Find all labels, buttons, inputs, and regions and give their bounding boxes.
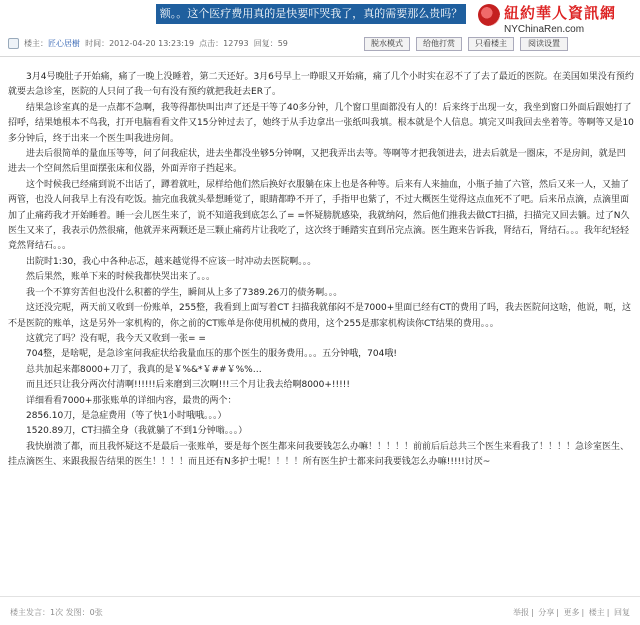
post-paragraph: 这就完了吗？没有呢，我今天又收到一张= = <box>26 333 206 344</box>
post-body <box>8 70 634 471</box>
click-count: 点击：12793 <box>199 39 249 48</box>
page-title: 额。。这个医疗费用真的是快要吓哭我了，真的需要那么贵吗？ <box>156 4 466 24</box>
post-paragraph: 出院时1:30，我心中各种忐忑，越来越觉得不应该一时冲动去医院啊。。。 <box>26 256 317 267</box>
post-footer <box>0 596 640 625</box>
more-link[interactable]: 更多 <box>563 608 580 617</box>
post-meta-text <box>24 38 288 49</box>
post-paragraph: 2856.10刀，是急症费用（等了快1小时哦哦。。。） <box>26 410 227 421</box>
tip-author-button[interactable]: 给他打赏 <box>416 37 462 51</box>
post-time: 时间：2012-04-20 13:23:19 <box>85 39 195 48</box>
dehydrate-mode-button[interactable]: 脱水模式 <box>364 37 410 51</box>
header-divider <box>0 56 640 57</box>
reading-settings-button[interactable]: 阅读设置 <box>520 37 568 51</box>
logo-text-cn: 紐約華人資訊網 <box>504 4 617 22</box>
post-paragraph: 这还没完呢，两天前又收到一份账单，255整，我看到上面写着CT 扫描我就郁闷不是7000+里面已经有CT的费用了吗，我去医院问这啥，他说，呃，这不是医院的账单，这是另外一家机构的，你之前的CT账单是你使用机械的费用，这个255是那家机构读你CT结果的费用。。。 <box>8 303 632 329</box>
share-link[interactable]: 分享 <box>538 608 555 617</box>
floor-label: 楼主 <box>588 608 605 617</box>
post-paragraph: 我一个不算穷苦但也没什么积蓄的学生，瞬间从上多了7389.26刀的债务啊。。。 <box>26 287 343 298</box>
post-paragraph: 我快崩溃了都，而且我怀疑这不是最后一张账单，要是每个医生都来问我要钱怎么办嘛！！！！！前前后后总共三个医生来看我了！！！！急诊室医生、挂点滴医生、来跟我报告结果的医生！！！！而且还有N多护士呢！！！！所有医生护士都来问我要钱怎么办嘛!!!!!讨厌~ <box>8 441 630 468</box>
report-link[interactable]: 举报 <box>513 608 529 617</box>
post-paragraph: 704整，是啥呢，是急诊室问我症状给我量血压的那个医生的服务费用。。。五分钟哦，704哦! <box>26 349 397 360</box>
only-author-button[interactable]: 只看楼主 <box>468 37 514 51</box>
post-paragraph: 详细看看7000+那张账单的详细内容，最贵的两个： <box>26 395 237 406</box>
post-actions: 举报 | 分享 | 更多 | 楼主 | 回复 <box>513 608 630 617</box>
author-post-stats: 楼主发言：1次 发图：0张 <box>10 608 103 617</box>
post-paragraph: 然后果然，账单下来的时候我都快哭出来了。。。 <box>26 272 216 283</box>
logo-globe-icon <box>478 4 500 26</box>
post-paragraph: 进去后很简单的量血压等等，问了问我症状，进去坐都没坐够5分钟啊，又把我弄出去等。等啊等才把我领进去，进去后就是一圈床，不是房间，就是凹进去一个空间然后里面摆张床和仪器，外面弄帘子挡起来。 <box>8 149 626 175</box>
author-prefix: 楼主： <box>24 39 48 48</box>
post-paragraph: 1520.89刀，CT扫描全身（我就躺了不到1分钟嗡。。。） <box>26 426 248 437</box>
post-meta-bar <box>0 32 640 56</box>
post-paragraph: 总共加起来都8000+刀了，我真的是￥%&*￥##￥%%… <box>26 364 262 375</box>
author-link[interactable]: 匠心居樹 <box>48 39 80 48</box>
reply-count: 回复：59 <box>253 39 288 48</box>
user-icon <box>8 38 19 49</box>
post-paragraph: 这个时候我已经痛到说不出话了，蹲着就吐，尿样给他们然后换好衣服躺在床上也是各种等。后来有人来抽血，小瓶子抽了六管，然后又来一人，又抽了两管，也没人问我早上有没有吃饭。抽完血我就头晕想睡觉了，眼睛都睁不开了，手指甲也紫了，不过大概医生觉得这点血死不了吧。后来吊点滴，点滴里面加了止痛药我才开始睡着。睡一会儿医生来了，说不知道我到底怎么了= =怀疑膀胱感染，我就纳闷，然后他们推我去做CT扫描，扫描完又回去躺。过了N久医生又来了，我表示仍然很痛，他就弄来两颗还是三颗止痛药片让我吃了，这次终于睡踏实直到吊完点滴。医生跑来告诉我，肾结石，肾结石。。。我年纪轻轻竟然肾结石。。。 <box>8 179 630 252</box>
reply-link[interactable]: 回复 <box>614 608 630 617</box>
post-paragraph: 而且还只让我分两次付清啊!!!!!!后来磨到三次啊!!!三个月让我去给啊8000+!!!!! <box>26 380 350 391</box>
post-paragraph: 结果急诊室真的是一点都不急啊，我等得都快叫出声了还是干等了40多分钟，几个窗口里面都没有人的！后来终于出现一女，我坐到窗口外面后跟她打了招呼，结果她根本不鸟我，打开电脑看看文件又15分钟过去了，她终于从手边拿出一张纸叫我填。根本就是个人信息。填完又叫我回去坐着等。等啊等又是10多分钟后，终于出来一个医生叫我进房间。 <box>8 102 634 144</box>
post-paragraph: 3月4号晚肚子开始痛，痛了一晚上没睡着，第二天还好。3月6号早上一睁眼又开始痛，痛了几个小时实在忍不了了去了最近的医院。在美国如果没有预约就要去急诊室，医院的人只问了我一句有没有预约就把我赶去ER了。 <box>8 72 634 98</box>
logo-text-en: NYChinaRen.com <box>504 24 585 35</box>
